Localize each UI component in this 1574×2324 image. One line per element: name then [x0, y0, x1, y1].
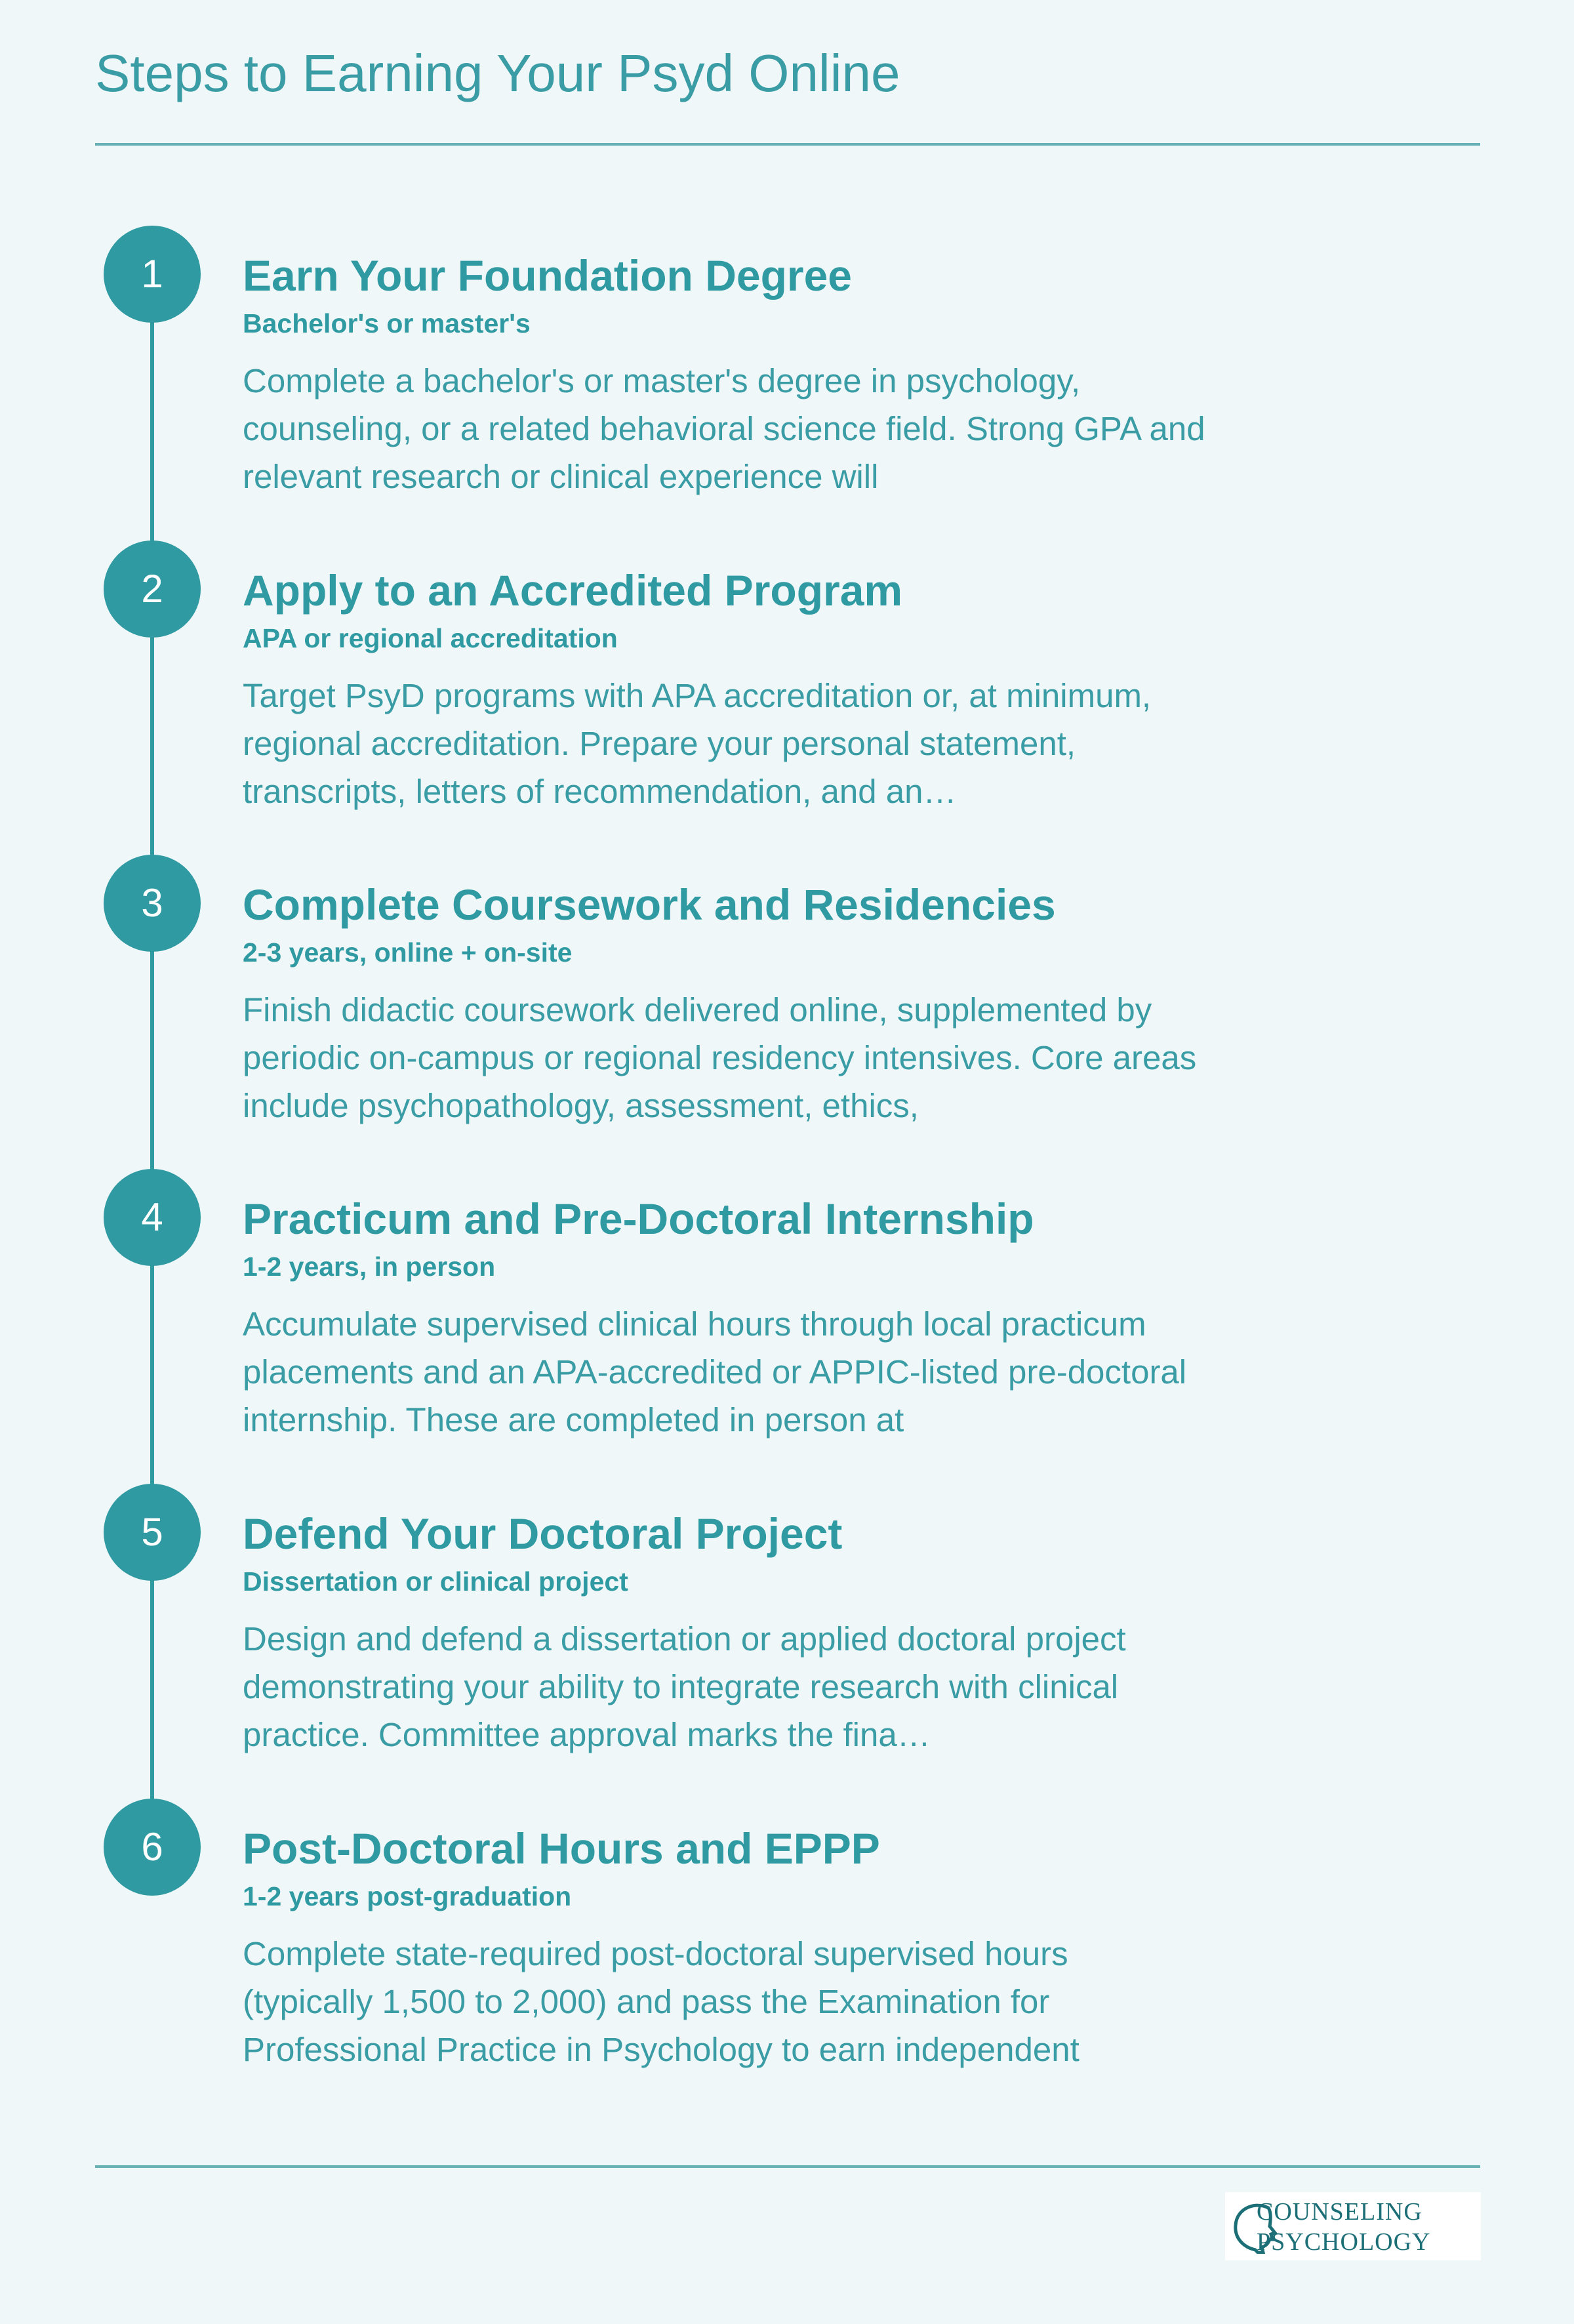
step-1 [0, 226, 1574, 508]
brand-logo [1225, 2192, 1481, 2260]
step-subtitle: 1-2 years, in person [243, 1252, 496, 1282]
step-title: Earn Your Foundation Degree [243, 251, 852, 300]
step-title: Defend Your Doctoral Project [243, 1509, 843, 1558]
step-subtitle: Bachelor's or master's [243, 308, 531, 338]
step-subtitle: 1-2 years post-graduation [243, 1881, 572, 1911]
step-description: Design and defend a dissertation or applied doctoral project demonstrating your ability to integrate research with clinical practice. Committee approval marks the fina… [243, 1620, 1126, 1753]
step-4 [0, 1169, 1574, 1451]
step-2 [0, 540, 1574, 823]
step-title: Apply to an Accredited Program [243, 566, 903, 615]
step-subtitle: APA or regional accreditation [243, 623, 618, 653]
logo-text-psychology: PSYCHOLOGY [1257, 2228, 1431, 2256]
step-description: Finish didactic coursework delivered online, supplemented by periodic on-campus or regional residency intensives. Core areas include psychopathology, assessment, ethics, [243, 991, 1197, 1124]
step-subtitle: 2-3 years, online + on-site [243, 937, 573, 968]
step-number-badge: 3 [104, 855, 201, 952]
step-description: Complete state-required post-doctoral supervised hours (typically 1,500 to 2,000) and pass the Examination for Professional Practice in Psychology to earn independent [243, 1935, 1080, 2068]
step-title: Practicum and Pre-Doctoral Internship [243, 1194, 1034, 1243]
step-5 [0, 1484, 1574, 1766]
step-description: Target PsyD programs with APA accreditation or, at minimum, regional accreditation. Prepare your personal statement, transcripts, letters of recommendation, and an… [243, 677, 1152, 810]
step-number-badge: 2 [104, 540, 201, 638]
step-number-badge: 6 [104, 1799, 201, 1896]
step-description: Accumulate supervised clinical hours through local practicum placements and an APA-accredited or APPIC-listed pre-doctoral internship. These are completed in person at [243, 1305, 1187, 1438]
step-number-badge: 4 [104, 1169, 201, 1266]
top-divider [95, 143, 1480, 146]
step-3 [0, 855, 1574, 1137]
step-6 [0, 1799, 1574, 2081]
step-number-badge: 5 [104, 1484, 201, 1581]
step-title: Complete Coursework and Residencies [243, 880, 1056, 929]
step-subtitle: Dissertation or clinical project [243, 1566, 628, 1597]
step-title: Post-Doctoral Hours and EPPP [243, 1824, 880, 1873]
step-description: Complete a bachelor's or master's degree in psychology, counseling, or a related behavioral science field. Strong GPA and relevant research or clinical experience will [243, 362, 1205, 495]
logo-text-counseling: COUNSELING [1257, 2198, 1423, 2226]
bottom-divider [95, 2165, 1480, 2168]
page-title: Steps to Earning Your Psyd Online [95, 44, 900, 102]
step-number-badge: 1 [104, 226, 201, 323]
